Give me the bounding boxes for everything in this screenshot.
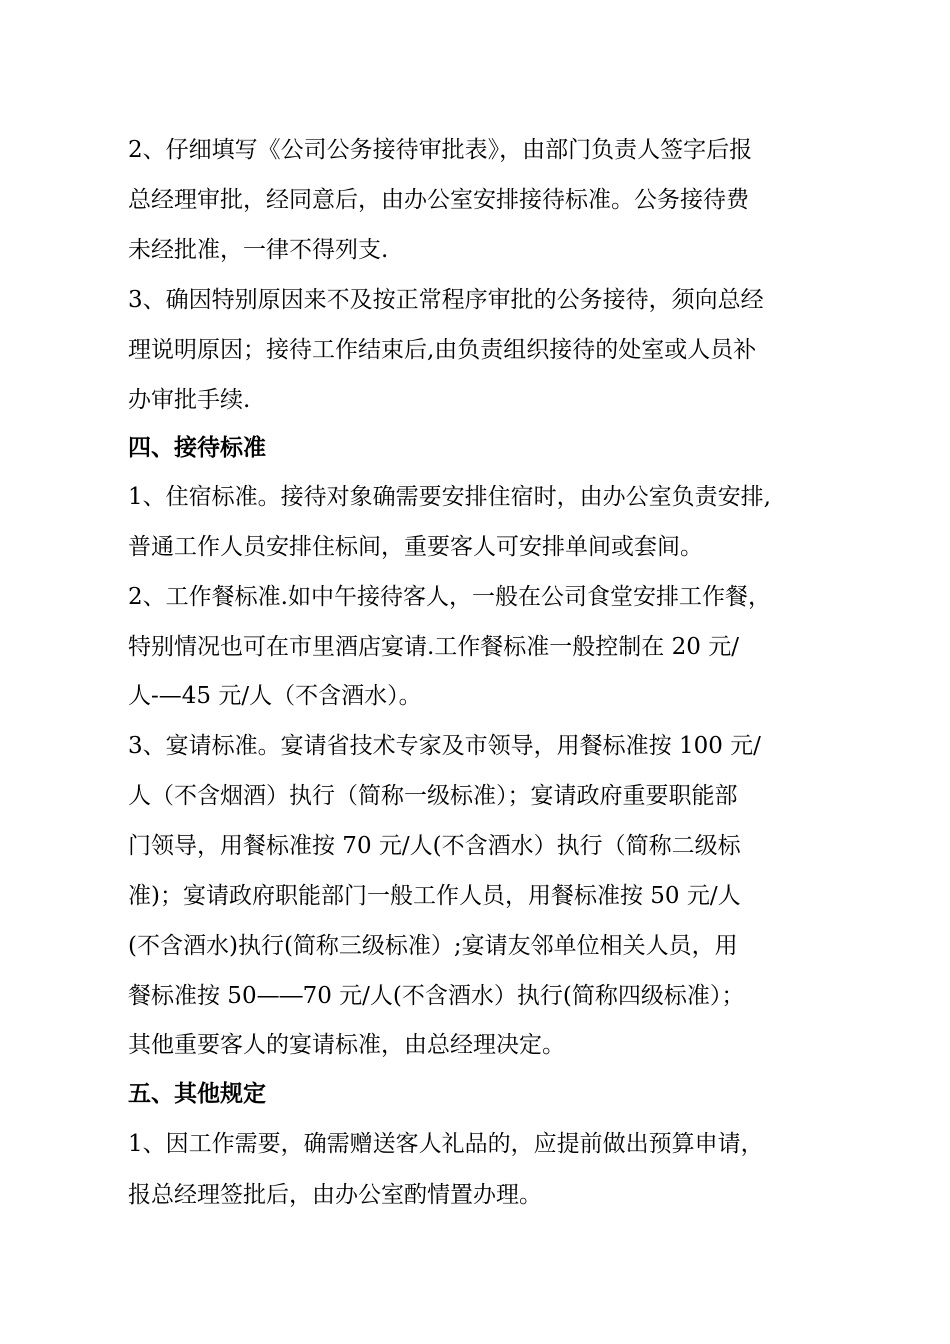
text-line: 办审批手续.: [128, 387, 251, 413]
text-line: 人-—45 元/人（不含酒水）。: [128, 683, 422, 709]
section-4-heading: 四、接待标准: [128, 435, 266, 461]
text-line: 餐标准按 50—―70 元/人(不含酒水）执行(简称四级标准）；: [128, 983, 745, 1009]
text-line: (不含酒水)执行(简称三级标准）;宴请友邻单位相关人员，用: [128, 933, 738, 959]
section-5-heading: 五、其他规定: [128, 1081, 266, 1107]
text-line: 3、确因特别原因来不及按正常程序审批的公务接待，须向总经: [128, 287, 764, 313]
text-line: 准)；宴请政府职能部门一般工作人员，用餐标准按 50 元/人: [128, 883, 741, 909]
text-line: 2、仔细填写《公司公务接待审批表》，由部门负责人签字后报: [128, 137, 753, 163]
text-line: 理说明原因；接待工作结束后,由负责组织接待的处室或人员补: [128, 337, 757, 363]
text-line: 其他重要客人的宴请标准，由总经理决定。: [128, 1032, 565, 1058]
text-line: 特别情况也可在市里酒店宴请.工作餐标准一般控制在 20 元/: [128, 634, 739, 660]
text-line: 1、住宿标准。接待对象确需要安排住宿时，由办公室负责安排,: [128, 484, 771, 510]
text-line: 2、工作餐标准.如中午接待客人，一般在公司食堂安排工作餐，: [128, 584, 771, 610]
text-line: 门领导，用餐标准按 70 元/人(不含酒水）执行（简称二级标: [128, 833, 741, 859]
text-line: 1、因工作需要，确需赠送客人礼品的，应提前做出预算申请，: [128, 1131, 764, 1157]
text-line: 报总经理签批后，由办公室酌情置办理。: [128, 1182, 542, 1208]
text-line: 人（不含烟酒）执行（简称一级标准）；宴请政府重要职能部: [128, 783, 738, 809]
text-line: 未经批准，一律不得列支.: [128, 237, 389, 263]
text-line: 总经理审批，经同意后，由办公室安排接待标准。公务接待费: [128, 187, 749, 213]
text-line: 普通工作人员安排住标间，重要客人可安排单间或套间。: [128, 534, 703, 560]
text-line: 3、宴请标准。宴请省技术专家及市领导，用餐标准按 100 元/: [128, 733, 761, 759]
